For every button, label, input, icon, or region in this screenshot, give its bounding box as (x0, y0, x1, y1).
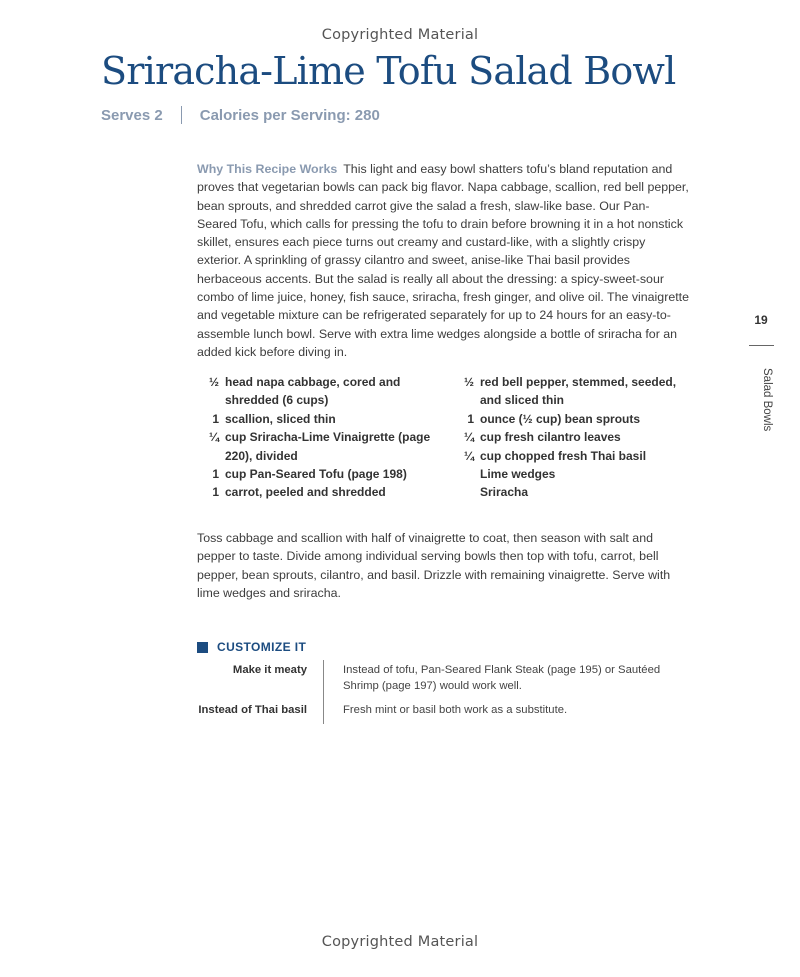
ingredients-right-column (452, 373, 692, 502)
why-label: Why This Recipe Works (197, 162, 338, 176)
customize-text: Instead of tofu, Pan-Seared Flank Steak (page 195) or Sautéed Shrimp (page 197) would work well. (323, 660, 689, 700)
customize-text: Fresh mint or basil both work as a substitute. (323, 700, 689, 724)
ingredient-text: Sriracha (480, 485, 529, 500)
customize-heading (197, 640, 306, 654)
ingredient-item (197, 465, 437, 483)
ingredient-quantity: ¼ (463, 430, 474, 445)
ingredient-text: head napa cabbage, cored and shredded (6 cups) (225, 375, 401, 408)
ingredient-text: carrot, peeled and shredded (225, 485, 386, 500)
ingredient-item (197, 483, 437, 501)
customize-row (197, 700, 689, 724)
copyright-header: Copyrighted Material (321, 27, 479, 43)
ingredient-item (452, 447, 692, 465)
ingredient-quantity: 1 (467, 411, 474, 426)
ingredient-item (197, 428, 437, 465)
customize-heading-label: CUSTOMIZE IT (217, 640, 307, 654)
ingredient-text: cup Sriracha-Lime Vinaigrette (page 220), divided (225, 430, 431, 463)
why-text: This light and easy bowl shatters tofu’s bland reputation and proves that vegetarian bowls can pack big flavor. Napa cabbage, scallion, red bell pepper, bean sprouts, and shredded carrot give the salad a fresh, slaw-like base. Our Pan-Seared Tofu, which calls for pressing the tofu to drain before browning it in a hot nonstick skillet, ensures each piece turns out creamy and custard-like, with a slightly crispy exterior. A sprinkling of grassy cilantro and sweet, anise-like Thai basil provides herbaceous accents. But the salad is really all about the dressing: a spicy-sweet-sour combo of lime juice, honey, fish sauce, sriracha, fresh ginger, and olive oil. The vinaigrette and vegetable mixture can be refrigerated separately for up to 24 hours for an easy-to-assemble lunch bowl. Serve with extra lime wedges alongside a bottle of sriracha for an added kick before diving in. (197, 162, 689, 359)
ingredient-quantity: ¼ (208, 430, 219, 445)
ingredient-quantity: ½ (463, 375, 474, 389)
ingredient-quantity: 1 (212, 467, 219, 482)
ingredient-quantity: 1 (212, 411, 219, 426)
ingredient-item (197, 373, 437, 410)
meta-divider (181, 106, 182, 124)
ingredient-item (197, 410, 437, 428)
ingredient-text: scallion, sliced thin (225, 411, 336, 426)
ingredients-left-column (197, 373, 437, 502)
recipe-title: Sriracha-Lime Tofu Salad Bowl (101, 49, 676, 93)
ingredient-quantity (452, 465, 480, 483)
method-text: Toss cabbage and scallion with half of vinaigrette to coat, then season with salt and pepper to taste. Divide among individual serving bowls then top with tofu, carrot, bell pepper, bean sprouts, cilantro, and basil. Drizzle with remaining vinaigrette. Serve with lime wedges and sriracha. (197, 531, 671, 600)
calories-label: Calories per Serving: 280 (199, 106, 380, 124)
customize-label: Instead of Thai basil (198, 704, 307, 716)
section-label: Salad Bowls (761, 368, 773, 432)
ingredient-quantity: 1 (212, 485, 219, 500)
why-this-recipe-works (197, 160, 689, 361)
ingredient-item (452, 428, 692, 446)
ingredient-item (452, 465, 692, 483)
sidebar-divider (749, 345, 774, 346)
ingredient-item (452, 410, 692, 428)
recipe-meta (101, 106, 380, 124)
ingredient-text: cup fresh cilantro leaves (480, 430, 621, 445)
customize-table (197, 660, 689, 724)
serves-label: Serves 2 (101, 106, 163, 124)
customize-label: Make it meaty (232, 664, 307, 676)
page-number: 19 (754, 313, 768, 327)
customize-row (197, 660, 689, 700)
ingredient-text: red bell pepper, stemmed, seeded, and sliced thin (480, 375, 677, 408)
ingredient-quantity: ½ (208, 375, 219, 389)
ingredient-text: ounce (½ cup) bean sprouts (480, 411, 641, 426)
ingredient-quantity (452, 483, 480, 501)
ingredient-text: cup chopped fresh Thai basil (480, 448, 647, 463)
ingredient-item (452, 373, 692, 410)
square-bullet-icon (197, 642, 208, 653)
ingredient-text: cup Pan-Seared Tofu (page 198) (225, 467, 407, 482)
ingredient-item (452, 483, 692, 501)
ingredient-quantity: ¼ (463, 448, 474, 463)
copyright-footer: Copyrighted Material (321, 934, 479, 950)
ingredient-text: Lime wedges (480, 467, 556, 482)
